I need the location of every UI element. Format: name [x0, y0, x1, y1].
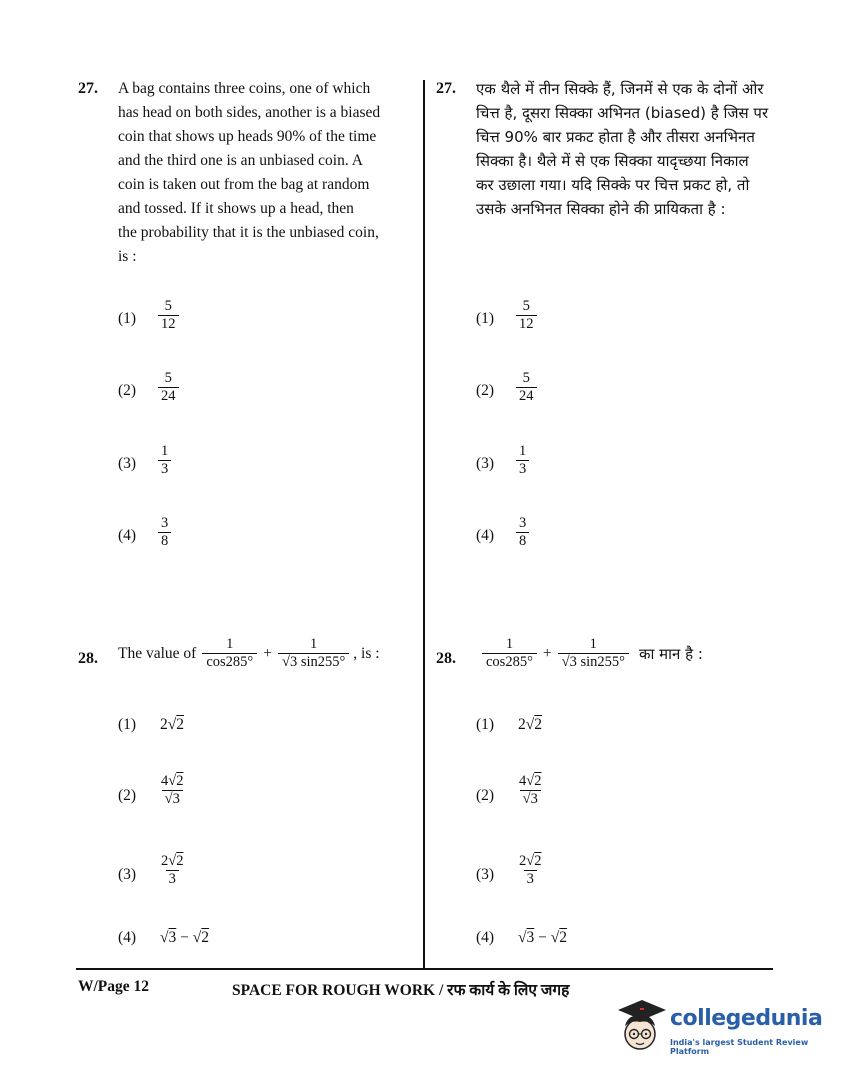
text-line: चित्त है, दूसरा सिक्का अभिनत (biased) है जिस पर — [476, 104, 769, 122]
option-label: (1) — [118, 716, 137, 733]
numerator: 4√2 — [519, 773, 542, 789]
column-divider — [423, 80, 425, 968]
question-text-en — [118, 77, 414, 269]
text-line: सिक्का है। थैले में से एक सिक्का यादृच्छया निकाल — [476, 152, 749, 170]
sin-term: sin255° — [297, 654, 346, 670]
option-label: (2) — [476, 787, 495, 804]
option-label: (2) — [118, 787, 137, 804]
question-number: 28. — [78, 650, 98, 667]
denominator: 3 — [524, 870, 537, 888]
coefficient: 2 — [161, 853, 169, 869]
coefficient: 4 — [161, 773, 169, 789]
question-expression-en — [118, 636, 380, 671]
rough-work-label: SPACE FOR ROUGH WORK / रफ कार्य के लिए जगह — [232, 982, 570, 999]
radicand: 3 — [168, 929, 177, 946]
page-number: W/Page 12 — [78, 978, 150, 995]
option-value: 2√2 — [160, 716, 185, 733]
sin-term: sin255° — [576, 654, 625, 670]
denominator: 12 — [158, 315, 179, 333]
option-fraction — [158, 773, 186, 808]
radicand: 3 — [289, 654, 298, 670]
option-fraction — [516, 515, 529, 550]
option-label: (3) — [118, 455, 137, 472]
text-line: the probability that it is the unbiased coin, — [118, 224, 379, 241]
denominator: 8 — [158, 532, 171, 550]
option-label: (1) — [476, 716, 495, 733]
denominator: 24 — [516, 387, 537, 405]
radicand: 2 — [176, 716, 185, 733]
minus-sign: − — [176, 929, 193, 946]
numerator: 3 — [161, 515, 169, 531]
numerator: 1 — [226, 636, 234, 652]
option-fraction — [516, 443, 529, 478]
option-label: (3) — [476, 455, 495, 472]
option-fraction — [516, 853, 544, 888]
denominator: cos285° — [482, 653, 537, 671]
fraction-cos — [202, 636, 257, 671]
option-label: (4) — [476, 929, 495, 946]
coefficient: 2 — [160, 716, 168, 733]
numerator: 5 — [164, 298, 172, 314]
text-line: A bag contains three coins, one of which — [118, 80, 371, 97]
question-text-hi — [476, 77, 776, 221]
text-line: चित्त 90% बार प्रकट होता है और तीसरा अनभिनत — [476, 128, 755, 146]
option-label: (2) — [476, 382, 495, 399]
question-number: 27. — [78, 80, 98, 97]
radicand: 2 — [534, 716, 543, 733]
option-label: (4) — [118, 929, 137, 946]
minus-sign: − — [534, 929, 551, 946]
plus-sign: + — [542, 644, 552, 662]
numerator: 4√2 — [161, 773, 184, 789]
option-label: (2) — [118, 382, 137, 399]
question-number: 28. — [436, 650, 456, 667]
text-line: and tossed. If it shows up a head, then — [118, 200, 354, 217]
option-fraction — [158, 515, 171, 550]
text-line: is : — [118, 248, 137, 265]
text-line: coin is taken out from the bag at random — [118, 176, 370, 193]
radicand: 3 — [172, 791, 180, 807]
denominator: √3 sin255° — [278, 653, 349, 671]
denominator: 3 — [158, 460, 171, 478]
radicand: 2 — [176, 773, 184, 789]
coefficient: 2 — [519, 853, 527, 869]
question-number: 27. — [436, 80, 456, 97]
option-fraction — [158, 853, 186, 888]
text-line: उसके अनभिनत सिक्का होने की प्रायिकता है : — [476, 200, 726, 218]
radicand: 2 — [201, 929, 210, 946]
numerator: 2√2 — [519, 853, 542, 869]
radicand: 2 — [176, 853, 184, 869]
numerator: 3 — [519, 515, 527, 531]
radicand: 3 — [526, 929, 535, 946]
option-value: √3 − √2 — [160, 929, 210, 946]
option-label: (4) — [476, 527, 495, 544]
numerator: 2√2 — [161, 853, 184, 869]
coefficient: 4 — [519, 773, 527, 789]
option-value: 2√2 — [518, 716, 543, 733]
coefficient: 2 — [518, 716, 526, 733]
plus-sign: + — [263, 644, 272, 662]
fraction-sin — [558, 636, 629, 671]
logo-name: collegedunia — [670, 1006, 823, 1031]
text-line: कर उछाला गया। यदि सिक्के पर चित्त प्रकट हो, तो — [476, 176, 750, 194]
numerator: 1 — [519, 443, 527, 459]
numerator: 1 — [310, 636, 318, 652]
question-suffix: , is : — [353, 644, 380, 662]
text-line: coin that shows up heads 90% of the time — [118, 128, 377, 145]
option-label: (3) — [476, 866, 495, 883]
option-fraction — [158, 298, 179, 333]
text-line: has head on both sides, another is a biased — [118, 104, 381, 121]
denominator: 24 — [158, 387, 179, 405]
denominator: cos285° — [202, 653, 257, 671]
option-fraction — [516, 298, 537, 333]
option-fraction — [516, 370, 537, 405]
numerator: 1 — [505, 636, 514, 652]
option-label: (4) — [118, 527, 137, 544]
question-expression-hi — [480, 636, 703, 671]
numerator: 1 — [589, 636, 597, 652]
radicand: 2 — [559, 929, 568, 946]
text-line: एक थैले में तीन सिक्के हैं, जिनमें से एक के दोनों ओर — [476, 80, 764, 98]
denominator: 3 — [166, 870, 179, 888]
radicand: 3 — [530, 791, 538, 807]
denominator: √3 — [520, 790, 541, 808]
option-label: (1) — [476, 310, 495, 327]
numerator: 1 — [161, 443, 169, 459]
numerator: 5 — [522, 370, 530, 386]
option-fraction — [516, 773, 544, 808]
denominator: 3 — [516, 460, 529, 478]
text-line: and the third one is an unbiased coin. A — [118, 152, 363, 169]
radicand: 2 — [534, 773, 542, 789]
question-prefix: The value of — [118, 644, 197, 662]
denominator: 12 — [516, 315, 537, 333]
fraction-sin — [278, 636, 349, 671]
option-fraction — [158, 443, 171, 478]
logo-tagline: India's largest Student Review Platform — [670, 1038, 809, 1056]
radicand: 3 — [569, 654, 577, 670]
numerator: 5 — [164, 370, 172, 386]
option-label: (1) — [118, 310, 137, 327]
denominator: 8 — [516, 532, 529, 550]
question-suffix: का मान है : — [638, 644, 703, 663]
option-value: √3 − √2 — [518, 929, 568, 946]
numerator: 5 — [522, 298, 530, 314]
option-label: (3) — [118, 866, 137, 883]
option-fraction — [158, 370, 179, 405]
denominator: √3 — [162, 790, 183, 808]
fraction-cos — [482, 636, 537, 671]
denominator: √3 sin255° — [558, 653, 629, 671]
radicand: 2 — [534, 853, 542, 869]
footer-rule — [76, 968, 773, 970]
